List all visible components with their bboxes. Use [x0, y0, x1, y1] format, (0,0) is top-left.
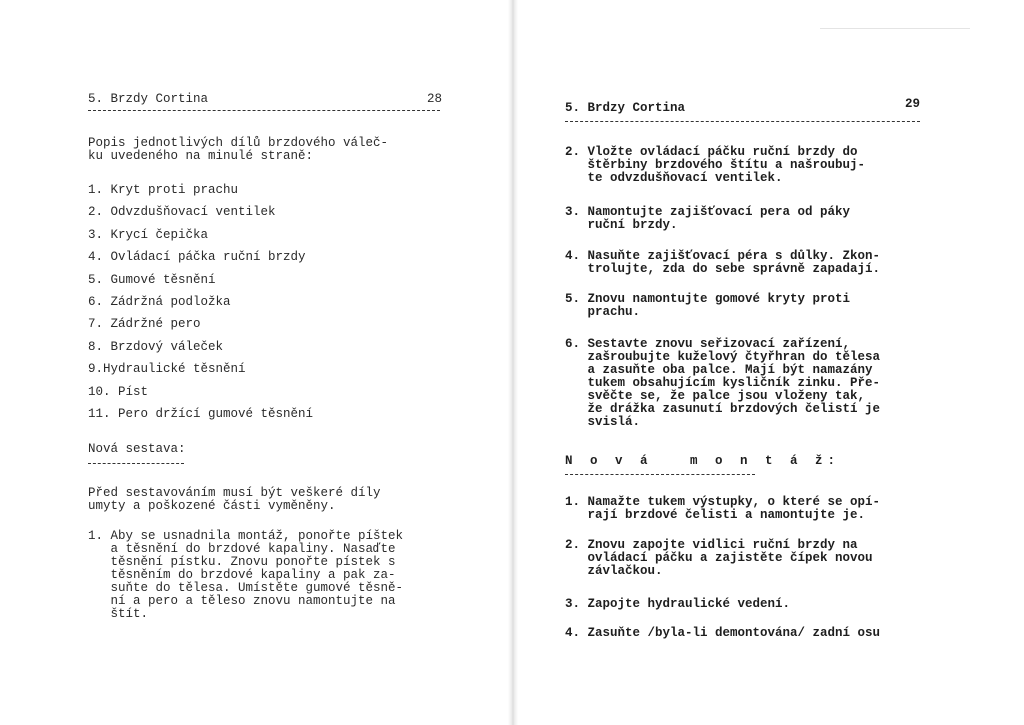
- text-line: 5. Znovu namontujte gomové kryty proti: [565, 292, 851, 306]
- section-heading: Nová sestava:: [88, 442, 186, 456]
- list-item: 6. Zádržná podložka: [88, 295, 231, 310]
- page-number: 29: [904, 97, 920, 111]
- step-b-2: [565, 539, 940, 578]
- text-line: 2. Znovu zapojte vidlici ruční brzdy na: [565, 538, 858, 552]
- text-line: svěčte se, že palce jsou vloženy tak,: [565, 389, 866, 403]
- text-line: Popis jednotlivých dílů brzdového váleč-: [88, 136, 389, 150]
- text-line: 1. Namažte tukem výstupky, o které se opí-: [565, 495, 881, 509]
- text-line: rají brzdové čelisti a namontujte je.: [565, 508, 866, 522]
- step-6: [565, 338, 940, 429]
- text-line: tukem obsahujícím kysličník zinku. Pře-: [565, 376, 881, 390]
- right-page: [565, 0, 940, 725]
- list-item: 10. Píst: [88, 384, 149, 399]
- text-line: těsněním do brzdové kapaliny a pak za-: [88, 568, 396, 582]
- section-heading: N o v á m o n t á ž:: [565, 454, 841, 468]
- step-3: [565, 206, 940, 232]
- intro-paragraph: [88, 137, 448, 163]
- heading-underline: [565, 474, 755, 475]
- step-1: [88, 530, 448, 621]
- text-line: 4. Zasuňte /byla-li demontována/ zadní osu: [565, 626, 881, 640]
- text-line: svislá.: [565, 415, 641, 429]
- text-line: Před sestavováním musí být veškeré díly: [88, 486, 381, 500]
- step-2: [565, 146, 940, 185]
- text-line: a těsnění do brzdové kapaliny. Nasaďte: [88, 542, 396, 556]
- text-line: závlačkou.: [565, 564, 663, 578]
- page-number: 28: [426, 92, 442, 106]
- list-item: 1. Kryt proti prachu: [88, 183, 239, 197]
- left-page: [88, 0, 448, 725]
- text-line: suňte do tělesa. Umístěte gumové těsně-: [88, 581, 404, 595]
- text-line: že drážka zasunutí brzdových čelistí je: [565, 402, 881, 416]
- text-line: ku uvedeného na minulé straně:: [88, 149, 314, 163]
- list-item: 3. Krycí čepička: [88, 227, 209, 242]
- text-line: štěrbiny brzdového štítu a našroubuj-: [565, 158, 866, 172]
- text-line: a zasuňte oba palce. Mají být namazány: [565, 363, 873, 377]
- list-item: 2. Odvzdušňovací ventilek: [88, 205, 276, 220]
- text-line: 3. Zapojte hydraulické vedení.: [565, 597, 791, 611]
- heading-underline: [88, 463, 184, 464]
- text-line: te odvzdušňovací ventilek.: [565, 171, 783, 185]
- text-line: zašroubujte kuželový čtyřhran do tělesa: [565, 350, 881, 364]
- list-item: 5. Gumové těsnění: [88, 272, 216, 287]
- prerequisite-paragraph: [88, 487, 448, 513]
- chapter-title: 5. Brzdy Cortina: [88, 92, 209, 106]
- header-rule: [88, 110, 440, 111]
- page-header: [565, 97, 940, 117]
- step-b-4: [565, 627, 940, 640]
- text-line: štít.: [88, 607, 149, 621]
- text-line: 3. Namontujte zajišťovací pera od páky: [565, 205, 851, 219]
- step-b-3: [565, 598, 940, 611]
- chapter-title: 5. Brdzy Cortina: [565, 101, 686, 115]
- page-header: [88, 92, 448, 108]
- text-line: těsnění pístku. Znovu ponořte pístek s: [88, 555, 396, 569]
- text-line: trolujte, zda do sebe správně zapadají.: [565, 262, 881, 276]
- text-line: prachu.: [565, 305, 641, 319]
- list-item: 11. Pero držící gumové těsnění: [88, 407, 314, 422]
- text-line: 6. Sestavte znovu seřizovací zařízení,: [565, 337, 851, 351]
- text-line: 2. Vložte ovládací páčku ruční brzdy do: [565, 145, 858, 159]
- list-item: 9.Hydraulické těsnění: [88, 362, 246, 377]
- book-gutter: [508, 0, 518, 725]
- text-line: ruční brzdy.: [565, 218, 678, 232]
- text-line: ní a pero a těleso znovu namontujte na: [88, 594, 396, 608]
- list-item: 8. Brzdový váleček: [88, 339, 224, 354]
- text-line: 4. Nasuňte zajišťovací péra s důlky. Zkon-: [565, 249, 881, 263]
- step-5: [565, 293, 940, 319]
- list-item: 7. Zádržné pero: [88, 317, 201, 332]
- header-rule: [565, 121, 920, 122]
- step-4: [565, 250, 940, 276]
- list-item: 4. Ovládací páčka ruční brzdy: [88, 250, 306, 265]
- text-line: ovládací páčku a zajistěte čípek novou: [565, 551, 873, 565]
- text-line: 1. Aby se usnadnila montáž, ponořte píštek: [88, 529, 404, 543]
- text-line: umyty a poškozené části vyměněny.: [88, 499, 336, 513]
- step-b-1: [565, 496, 940, 522]
- parts-list: [88, 179, 448, 425]
